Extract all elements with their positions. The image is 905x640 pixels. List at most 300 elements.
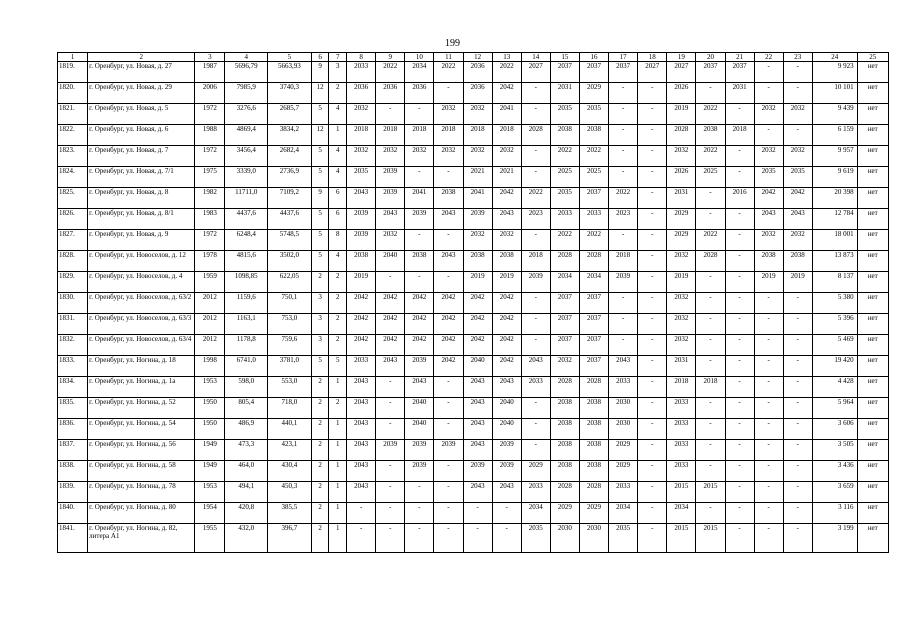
table-cell: 2016	[725, 188, 754, 209]
table-cell: -	[783, 293, 812, 314]
table-cell: 3456,4	[225, 146, 268, 167]
table-cell: 2022	[550, 230, 579, 251]
table-cell: 2035	[579, 104, 608, 125]
column-number: 8	[347, 53, 376, 62]
table-cell: 9 923	[812, 62, 857, 83]
table-cell: -	[521, 146, 550, 167]
table-cell: 1955	[195, 524, 225, 553]
table-cell: 1	[329, 524, 347, 553]
table-cell: 6 159	[812, 125, 857, 146]
table-cell: 553,0	[268, 377, 312, 398]
table-cell: 12	[311, 83, 329, 104]
column-number: 18	[638, 53, 667, 62]
table-cell: 2018	[725, 125, 754, 146]
table-cell: 2012	[195, 335, 225, 356]
table-cell: 2034	[405, 62, 434, 83]
table-cell: 1836.	[58, 419, 88, 440]
table-cell: 2032	[492, 230, 521, 251]
table-row	[58, 377, 889, 398]
table-cell: -	[783, 62, 812, 83]
table-cell: 2037	[579, 335, 608, 356]
table-cell: -	[521, 230, 550, 251]
table-cell: 440,1	[268, 419, 312, 440]
table-cell: 3339,0	[225, 167, 268, 188]
table-cell: 2043	[463, 398, 492, 419]
table-cell: 1832.	[58, 335, 88, 356]
table-cell: 464,0	[225, 461, 268, 482]
table-cell: 5663,93	[268, 62, 312, 83]
table-cell: 1950	[195, 398, 225, 419]
table-cell: 2032	[463, 104, 492, 125]
table-row	[58, 356, 889, 377]
table-cell: 2019	[783, 272, 812, 293]
table-cell: -	[609, 83, 638, 104]
table-cell: 2033	[347, 62, 376, 83]
address-cell: г. Оренбург, ул. Новая, д. 6	[88, 125, 195, 146]
table-cell: 2042	[434, 335, 463, 356]
table-cell: -	[783, 314, 812, 335]
table-cell: -	[783, 419, 812, 440]
table-cell: -	[783, 440, 812, 461]
table-cell: 2038	[579, 461, 608, 482]
table-cell: 11711,0	[225, 188, 268, 209]
table-cell: 2038	[492, 251, 521, 272]
table-cell: 2028	[550, 377, 579, 398]
table-cell: 2043	[492, 209, 521, 230]
table-cell: -	[638, 146, 667, 167]
table-cell: 2028	[579, 482, 608, 503]
table-cell: -	[376, 419, 405, 440]
table-cell: -	[521, 104, 550, 125]
table-cell: -	[609, 146, 638, 167]
table-cell: -	[463, 524, 492, 553]
address-cell: г. Оренбург, ул. Новая, д. 8/1	[88, 209, 195, 230]
table-cell: -	[783, 503, 812, 524]
table-cell: 2	[311, 503, 329, 524]
table-cell: 2040	[492, 419, 521, 440]
table-cell: 5 380	[812, 293, 857, 314]
table-cell: 2042	[463, 293, 492, 314]
table-cell: 2	[311, 461, 329, 482]
table-cell: -	[347, 503, 376, 524]
table-cell: 2043	[347, 482, 376, 503]
table-cell: 2037	[550, 335, 579, 356]
table-cell: -	[434, 482, 463, 503]
table-cell: 5	[311, 230, 329, 251]
address-cell: г. Оренбург, ул. Новая, д. 9	[88, 230, 195, 251]
table-cell: 2038	[754, 251, 783, 272]
table-cell: 2012	[195, 314, 225, 335]
table-cell: -	[725, 398, 754, 419]
table-cell: нет	[857, 503, 888, 524]
table-cell: 2025	[696, 167, 725, 188]
table-cell: 2033	[609, 377, 638, 398]
column-number: 13	[492, 53, 521, 62]
table-cell: 4869,4	[225, 125, 268, 146]
address-cell: г. Оренбург, ул. Ногина, д. 1а	[88, 377, 195, 398]
table-cell: -	[783, 398, 812, 419]
table-cell: 2028	[521, 125, 550, 146]
table-cell: 2032	[550, 356, 579, 377]
table-cell: 2032	[783, 146, 812, 167]
table-cell: 2032	[376, 146, 405, 167]
table-cell: -	[521, 440, 550, 461]
table-cell: 2043	[347, 440, 376, 461]
table-cell: 450,3	[268, 482, 312, 503]
table-cell: 2	[329, 272, 347, 293]
table-cell: 2039	[434, 440, 463, 461]
address-cell: г. Оренбург, ул. Новоселов, д. 63/2	[88, 293, 195, 314]
table-cell: 2	[311, 272, 329, 293]
table-cell: 2039	[463, 209, 492, 230]
table-cell: 2018	[347, 125, 376, 146]
table-cell: 2043	[347, 377, 376, 398]
table-cell: -	[696, 419, 725, 440]
table-row	[58, 104, 889, 125]
table-cell: 3 606	[812, 419, 857, 440]
table-cell: 2032	[347, 104, 376, 125]
table-cell: нет	[857, 356, 888, 377]
table-cell: 494,1	[225, 482, 268, 503]
table-cell: 2	[329, 83, 347, 104]
table-cell: 2042	[434, 314, 463, 335]
table-cell: 2034	[667, 503, 696, 524]
table-cell: 2	[311, 524, 329, 553]
table-cell: 2042	[347, 314, 376, 335]
table-cell: -	[725, 230, 754, 251]
table-cell: 486,9	[225, 419, 268, 440]
column-number: 12	[463, 53, 492, 62]
table-cell: -	[521, 167, 550, 188]
table-cell: 1978	[195, 251, 225, 272]
table-cell: 1835.	[58, 398, 88, 419]
table-cell: 9	[311, 62, 329, 83]
table-cell: 2035	[754, 167, 783, 188]
table-cell: -	[434, 230, 463, 251]
table-cell: нет	[857, 104, 888, 125]
table-cell: -	[434, 503, 463, 524]
table-cell: 1	[329, 461, 347, 482]
table-cell: 2032	[434, 104, 463, 125]
table-cell: 2022	[434, 62, 463, 83]
table-row	[58, 62, 889, 83]
table-cell: -	[405, 167, 434, 188]
table-cell: 2042	[492, 335, 521, 356]
table-cell: 7985,9	[225, 83, 268, 104]
table-cell: 2039	[405, 440, 434, 461]
table-cell: 2042	[492, 188, 521, 209]
table-cell: 2035	[550, 104, 579, 125]
table-cell: 2032	[754, 146, 783, 167]
table-cell: 3 436	[812, 461, 857, 482]
table-cell: 19 420	[812, 356, 857, 377]
table-cell: 2033	[550, 209, 579, 230]
table-cell: нет	[857, 293, 888, 314]
table-cell: 2032	[347, 146, 376, 167]
table-row	[58, 293, 889, 314]
table-cell: -	[609, 230, 638, 251]
column-number: 23	[783, 53, 812, 62]
table-cell: 2042	[405, 293, 434, 314]
table-cell: 2030	[609, 398, 638, 419]
table-cell: 5	[329, 356, 347, 377]
table-cell: 2039	[492, 461, 521, 482]
table-cell: нет	[857, 524, 888, 553]
table-cell: 2	[329, 398, 347, 419]
table-row	[58, 209, 889, 230]
table-cell: -	[754, 503, 783, 524]
table-cell: 2043	[492, 482, 521, 503]
table-cell: 12 784	[812, 209, 857, 230]
table-cell: 2037	[550, 293, 579, 314]
table-cell: 2042	[405, 314, 434, 335]
table-cell: 1972	[195, 146, 225, 167]
table-cell: 2029	[579, 83, 608, 104]
table-cell: 3502,0	[268, 251, 312, 272]
table-cell: 2037	[579, 356, 608, 377]
table-cell: -	[638, 419, 667, 440]
table-cell: -	[434, 167, 463, 188]
table-cell: 2030	[609, 419, 638, 440]
table-cell: нет	[857, 440, 888, 461]
table-cell: -	[725, 272, 754, 293]
table-cell: 2038	[579, 125, 608, 146]
table-cell: 9	[311, 188, 329, 209]
table-cell: 2027	[667, 62, 696, 83]
table-cell: 2032	[434, 146, 463, 167]
table-cell: 2006	[195, 83, 225, 104]
table-cell: 759,6	[268, 335, 312, 356]
table-cell: 12	[311, 125, 329, 146]
table-cell: 2	[329, 335, 347, 356]
table-cell: -	[376, 398, 405, 419]
table-cell: 2036	[463, 62, 492, 83]
table-cell: 2015	[696, 482, 725, 503]
table-cell: нет	[857, 188, 888, 209]
table-cell: 1824.	[58, 167, 88, 188]
table-cell: -	[376, 272, 405, 293]
table-cell: 2031	[725, 83, 754, 104]
table-cell: -	[609, 293, 638, 314]
table-cell: 2038	[550, 419, 579, 440]
table-cell: -	[725, 251, 754, 272]
table-cell: -	[434, 524, 463, 553]
table-cell: 2042	[492, 83, 521, 104]
table-cell: 2038	[696, 125, 725, 146]
table-cell: 1837.	[58, 440, 88, 461]
table-cell: 2039	[405, 461, 434, 482]
table-cell: 20 398	[812, 188, 857, 209]
table-cell: 2040	[463, 356, 492, 377]
table-cell: -	[696, 440, 725, 461]
table-cell: 1822.	[58, 125, 88, 146]
table-cell: 420,8	[225, 503, 268, 524]
table-row	[58, 524, 889, 553]
table-cell: 2032	[667, 293, 696, 314]
address-cell: г. Оренбург, ул. Ногина, д. 78	[88, 482, 195, 503]
table-cell: 2029	[550, 503, 579, 524]
column-number: 14	[521, 53, 550, 62]
table-cell: 2019	[492, 272, 521, 293]
table-row	[58, 461, 889, 482]
address-cell: г. Оренбург, ул. Новая, д. 29	[88, 83, 195, 104]
table-cell: -	[754, 524, 783, 553]
table-cell: -	[376, 524, 405, 553]
table-cell: 2033	[667, 461, 696, 482]
table-cell: 2028	[550, 251, 579, 272]
table-cell: -	[754, 356, 783, 377]
table-cell: 1949	[195, 440, 225, 461]
table-cell: 2022	[696, 230, 725, 251]
table-cell: 2021	[492, 167, 521, 188]
column-number: 20	[696, 53, 725, 62]
table-cell: 2022	[609, 188, 638, 209]
table-cell: 2031	[667, 188, 696, 209]
table-cell: 718,0	[268, 398, 312, 419]
column-number: 10	[405, 53, 434, 62]
table-cell: 2032	[667, 314, 696, 335]
table-cell: -	[754, 482, 783, 503]
table-cell: нет	[857, 83, 888, 104]
table-cell: нет	[857, 482, 888, 503]
table-cell: -	[521, 398, 550, 419]
table-cell: 4	[329, 167, 347, 188]
table-cell: -	[638, 167, 667, 188]
table-cell: 2	[311, 440, 329, 461]
table-cell: 3	[311, 314, 329, 335]
table-cell: 7109,2	[268, 188, 312, 209]
table-row	[58, 314, 889, 335]
table-cell: -	[405, 230, 434, 251]
table-cell: 1972	[195, 104, 225, 125]
table-cell: 2018	[521, 251, 550, 272]
table-cell: 2043	[463, 419, 492, 440]
table-cell: 3	[311, 335, 329, 356]
table-cell: 2034	[550, 272, 579, 293]
table-row	[58, 398, 889, 419]
table-cell: нет	[857, 335, 888, 356]
table-cell: -	[434, 419, 463, 440]
table-cell: 2022	[696, 146, 725, 167]
table-cell: -	[521, 83, 550, 104]
table-cell: -	[521, 314, 550, 335]
table-cell: 2018	[376, 125, 405, 146]
table-cell: 2019	[754, 272, 783, 293]
table-cell: 4	[329, 104, 347, 125]
table-cell: 2043	[434, 251, 463, 272]
table-cell: 2042	[492, 314, 521, 335]
table-cell: 385,5	[268, 503, 312, 524]
address-cell: г. Оренбург, ул. Ногина, д. 58	[88, 461, 195, 482]
table-cell: 2021	[463, 167, 492, 188]
table-cell: 2043	[609, 356, 638, 377]
table-cell: 1953	[195, 482, 225, 503]
table-cell: 2043	[347, 461, 376, 482]
table-cell: -	[376, 482, 405, 503]
table-cell: -	[638, 188, 667, 209]
table-cell: 2033	[609, 482, 638, 503]
table-cell: 2043	[376, 209, 405, 230]
table-cell: 2038	[434, 188, 463, 209]
table-cell: -	[725, 293, 754, 314]
table-cell: -	[725, 314, 754, 335]
table-cell: 13 873	[812, 251, 857, 272]
table-cell: 2037	[579, 62, 608, 83]
table-cell: 2038	[550, 125, 579, 146]
table-cell: нет	[857, 398, 888, 419]
table-cell: 2032	[463, 146, 492, 167]
column-number: 15	[550, 53, 579, 62]
table-cell: 2039	[609, 272, 638, 293]
table-cell: 2042	[347, 335, 376, 356]
table-cell: 2038	[579, 398, 608, 419]
table-cell: 1828.	[58, 251, 88, 272]
table-cell: -	[638, 104, 667, 125]
table-cell: 1	[329, 125, 347, 146]
table-cell: 2039	[376, 440, 405, 461]
table-cell: 3781,0	[268, 356, 312, 377]
table-cell: 2042	[463, 314, 492, 335]
table-cell: 2018	[463, 125, 492, 146]
table-row	[58, 188, 889, 209]
table-cell: -	[434, 272, 463, 293]
table-cell: 2022	[579, 146, 608, 167]
table-cell: нет	[857, 419, 888, 440]
table-cell: 5 396	[812, 314, 857, 335]
table-cell: 1950	[195, 419, 225, 440]
table-cell: нет	[857, 209, 888, 230]
table-cell: 2043	[463, 377, 492, 398]
address-cell: г. Оренбург, ул. Ногина, д. 56	[88, 440, 195, 461]
table-cell: 2036	[463, 83, 492, 104]
address-cell: г. Оренбург, ул. Ногина, д. 80	[88, 503, 195, 524]
address-cell: г. Оренбург, ул. Ногина, д. 54	[88, 419, 195, 440]
table-cell: 2027	[521, 62, 550, 83]
table-cell: 432,0	[225, 524, 268, 553]
table-cell: 2032	[783, 104, 812, 125]
table-cell: 2038	[347, 251, 376, 272]
table-cell: 1954	[195, 503, 225, 524]
table-cell: 2039	[347, 230, 376, 251]
table-cell: 2022	[492, 62, 521, 83]
table-cell: -	[783, 524, 812, 553]
table-cell: 2032	[754, 230, 783, 251]
table-cell: 5	[311, 209, 329, 230]
table-cell: 2033	[667, 398, 696, 419]
column-number: 16	[579, 53, 608, 62]
column-number: 19	[667, 53, 696, 62]
table-cell: -	[405, 503, 434, 524]
address-cell: г. Оренбург, ул. Ногина, д. 52	[88, 398, 195, 419]
table-cell: 18 001	[812, 230, 857, 251]
table-row	[58, 251, 889, 272]
table-cell: 8 137	[812, 272, 857, 293]
table-cell: 1819.	[58, 62, 88, 83]
table-cell: 5 964	[812, 398, 857, 419]
table-cell: 5	[311, 356, 329, 377]
table-cell: 2022	[376, 62, 405, 83]
table-cell: 1982	[195, 188, 225, 209]
table-row	[58, 83, 889, 104]
table-cell: -	[638, 503, 667, 524]
table-cell: 1163,1	[225, 314, 268, 335]
table-cell: 2043	[783, 209, 812, 230]
table-cell: 2039	[405, 356, 434, 377]
table-cell: 2040	[376, 251, 405, 272]
table-cell: 2030	[579, 524, 608, 553]
table-cell: 2043	[376, 356, 405, 377]
table-cell: 1827.	[58, 230, 88, 251]
